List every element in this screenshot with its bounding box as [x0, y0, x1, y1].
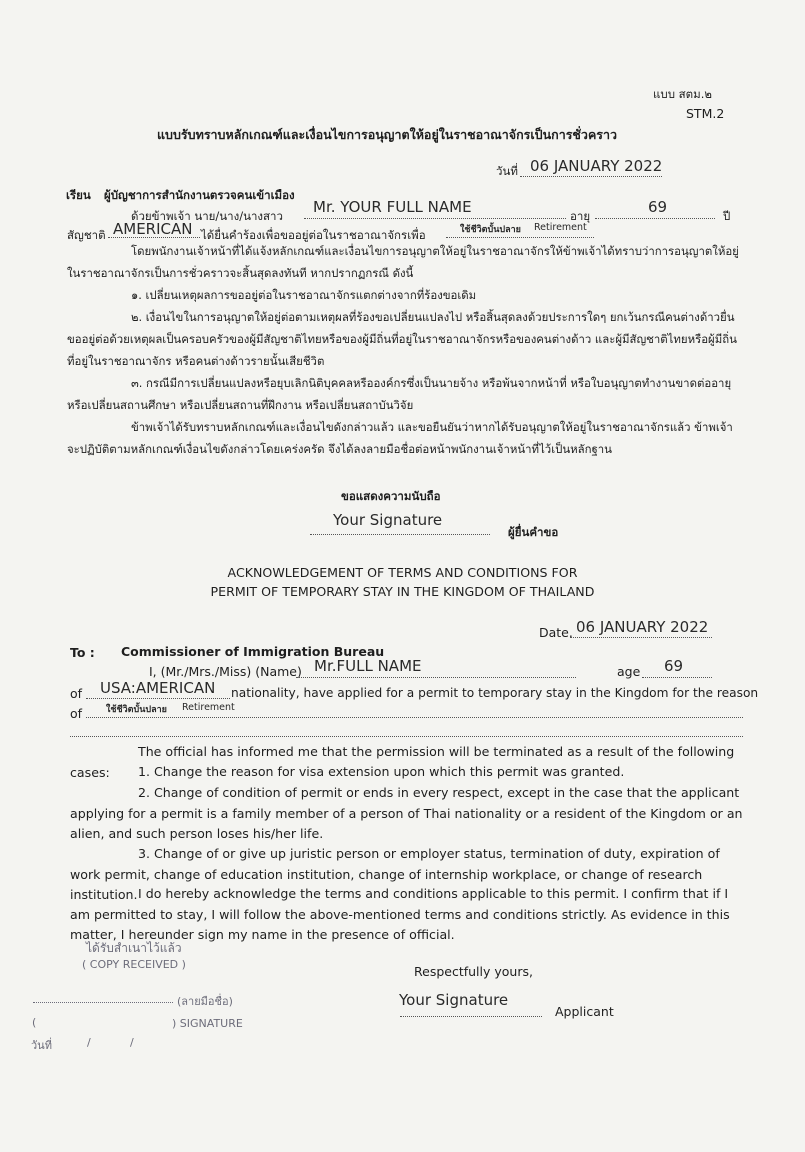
thai-date-line [520, 176, 662, 177]
stamp-copy-received-en: ( COPY RECEIVED ) [82, 958, 186, 971]
stamp-date-label: วันที่ [31, 1039, 52, 1052]
en-nationality-line [86, 698, 230, 699]
en-signature-value: Your Signature [399, 991, 509, 1009]
thai-paragraph-case-2: ๒. เงื่อนไขในการอนุญาตให้อยู่ต่อตามเหตุผลที่ร้องขอเปลี่ยนแปลงไป หรือสิ้นสุดลงด้วยประการใดๆ ยกเว้นกรณีคนต่างด้าวยื่นขออยู่ต่อด้วยเหตุผลเป็นครอบครัวของผู้มีสัญชาติไทยหรือของผู้มีถิ่นที่อยู่ในราชอาณาจักรหรือของคนต่างด้าว และผู้มีสัญชาติไทยหรือผู้มีถิ่นที่อยู่ในราชอาณาจักร หรือคนต่างด้าวรายนั้นเสียชีวิต [67, 310, 737, 368]
thai-to-label: เรียน [66, 188, 91, 202]
en-to-label: To : [70, 645, 95, 660]
en-reason-value-en: Retirement [182, 702, 235, 713]
stamp-paren-open: ( [32, 1016, 37, 1029]
thai-name-line [304, 218, 566, 219]
en-to-value: Commissioner of Immigration Bureau [121, 644, 385, 659]
en-age-value: 69 [664, 657, 684, 675]
form-code-en: STM.2 [686, 106, 725, 121]
thai-applicant-label: ผู้ยื่นคำขอ [508, 525, 559, 539]
thai-paragraph-intro: โดยพนักงานเจ้าหน้าที่ได้แจ้งหลักเกณฑ์และเงื่อนไขการอนุญาตให้อยู่ในราชอาณาจักรให้ข้าพเจ้าได้ทราบว่าการอนุญาตให้อยู่ในราชอาณาจักรเป็นการชั่วคราวจะสิ้นสุดลงทันที หากปรากฏกรณี ดังนี้ [67, 244, 739, 280]
en-date-line [570, 637, 712, 638]
en-signature-line [400, 1016, 542, 1017]
en-reason-line-2 [70, 736, 743, 737]
thai-date-label: วันที่ [496, 164, 518, 178]
thai-age-label: อายุ [570, 209, 591, 223]
en-date-value: 06 JANUARY 2022 [576, 618, 709, 636]
thai-reason-line [446, 237, 594, 238]
en-name-value: Mr.FULL NAME [314, 657, 422, 675]
en-age-line [642, 677, 712, 678]
thai-paragraph-acknowledge: ข้าพเจ้าได้รับทราบหลักเกณฑ์และเงื่อนไขดังกล่าวแล้ว และขอยืนยันว่าหากได้รับอนุญาตให้อยู่ในราชอาณาจักรแล้ว ข้าพเจ้าจะปฏิบัติตามหลักเกณฑ์เงื่อนไขดังกล่าวโดยเคร่งครัด จึงได้ลงลายมือชื่อต่อหน้าพนักงานเจ้าหน้าที่ไว้เป็นหลักฐาน [67, 420, 733, 456]
thai-year-label: ปี [723, 209, 731, 223]
en-paragraph-case-1: 1. Change the reason for visa extension upon which this permit was granted. [138, 764, 625, 779]
en-paragraph-case-3: 3. Change of or give up juristic person or employer status, termination of duty, expiration of work permit, change of education institution, change of internship workplace, or change of research institution. [70, 846, 720, 902]
form-code-th: แบบ สตม.๒ [653, 87, 712, 101]
thai-reason-value-en: Retirement [534, 222, 587, 233]
thai-signature-value: Your Signature [333, 511, 443, 529]
en-paragraph-acknowledge: I do hereby acknowledge the terms and conditions applicable to this permit. I confirm that if I am permitted to stay, I will follow the above-mentioned terms and conditions strictly. As evidence in this matter, I hereunder sign my name in the presence of official. [70, 886, 730, 942]
thai-nationality-value: AMERICAN [113, 220, 193, 238]
stamp-sign-label-th: (ลายมือชื่อ) [177, 995, 233, 1008]
en-name-label: I, (Mr./Mrs./Miss) (Name) [149, 664, 302, 679]
thai-name-value: Mr. YOUR FULL NAME [313, 198, 472, 216]
thai-to-value: ผู้บัญชาการสำนักงานตรวจคนเข้าเมือง [104, 188, 295, 202]
thai-signature-line [310, 534, 490, 535]
en-name-line [296, 677, 576, 678]
thai-nationality-label: สัญชาติ [67, 228, 106, 242]
thai-title: แบบรับทราบหลักเกณฑ์และเงื่อนไขการอนุญาตให้อยู่ในราชอาณาจักรเป็นการชั่วคราว [157, 127, 618, 142]
en-closing: Respectfully yours, [414, 964, 533, 979]
thai-age-line [595, 218, 715, 219]
en-nationality-value: USA:AMERICAN [100, 679, 216, 697]
en-paragraph-case-2: 2. Change of condition of permit or ends in every respect, except in the case that the applicant applying for a permit is a family member of a person of Thai nationality or a resident of the Kingdom or an alien, and such person loses his/her life. [70, 785, 743, 841]
thai-paragraph-case-1: ๑. เปลี่ยนเหตุผลการขออยู่ต่อในราชอาณาจักรแตกต่างจากที่ร้องขอเดิม [131, 288, 477, 302]
thai-nationality-line [108, 237, 200, 238]
thai-name-label: ด้วยข้าพเจ้า นาย/นาง/นางสาว [131, 209, 283, 223]
english-title-line-1: ACKNOWLEDGEMENT OF TERMS AND CONDITIONS FOR [227, 565, 578, 580]
en-of-label: of [70, 686, 83, 701]
thai-request-text: ได้ยื่นคำร้องเพื่อขออยู่ต่อในราชอาณาจักรเพื่อ [201, 228, 426, 242]
english-title-line-2: PERMIT OF TEMPORARY STAY IN THE KINGDOM OF THAILAND [210, 584, 595, 599]
stamp-date-slash-2: / [130, 1036, 134, 1049]
en-of-label-2: of [70, 706, 83, 721]
en-applicant-label: Applicant [555, 1004, 614, 1019]
thai-date-value: 06 JANUARY 2022 [530, 157, 663, 175]
en-date-label: Date. [539, 625, 573, 640]
thai-closing: ขอแสดงความนับถือ [341, 489, 441, 503]
stamp-signature-line [33, 1002, 173, 1003]
en-nationality-text: nationality, have applied for a permit to temporary stay in the Kingdom for the reason [231, 686, 759, 700]
stamp-copy-received-th: ได้รับสำเนาไว้แล้ว [86, 941, 182, 955]
thai-reason-value-th: ใช้ชีวิตบั้นปลาย [460, 225, 521, 235]
stamp-sign-label-en: ) SIGNATURE [172, 1017, 243, 1030]
stamp-date-slash-1: / [87, 1036, 91, 1049]
en-age-label: age [617, 664, 641, 679]
en-paragraph-intro: The official has informed me that the permission will be terminated as a result of the following cases: [70, 744, 735, 780]
en-reason-value-th: ใช้ชีวิตบั้นปลาย [106, 705, 167, 715]
thai-paragraph-case-3: ๓. กรณีมีการเปลี่ยนแปลงหรือยุบเลิกนิติบุคคลหรือองค์กรซึ่งเป็นนายจ้าง หรือพ้นจากหน้าที่ หรือใบอนุญาตทำงานขาดต่ออายุ หรือเปลี่ยนสถานศึกษา หรือเปลี่ยนสถานที่ฝึกงาน หรือเปลี่ยนสถาบันวิจัย [67, 376, 732, 412]
en-reason-line [86, 717, 743, 718]
thai-age-value: 69 [648, 198, 668, 216]
